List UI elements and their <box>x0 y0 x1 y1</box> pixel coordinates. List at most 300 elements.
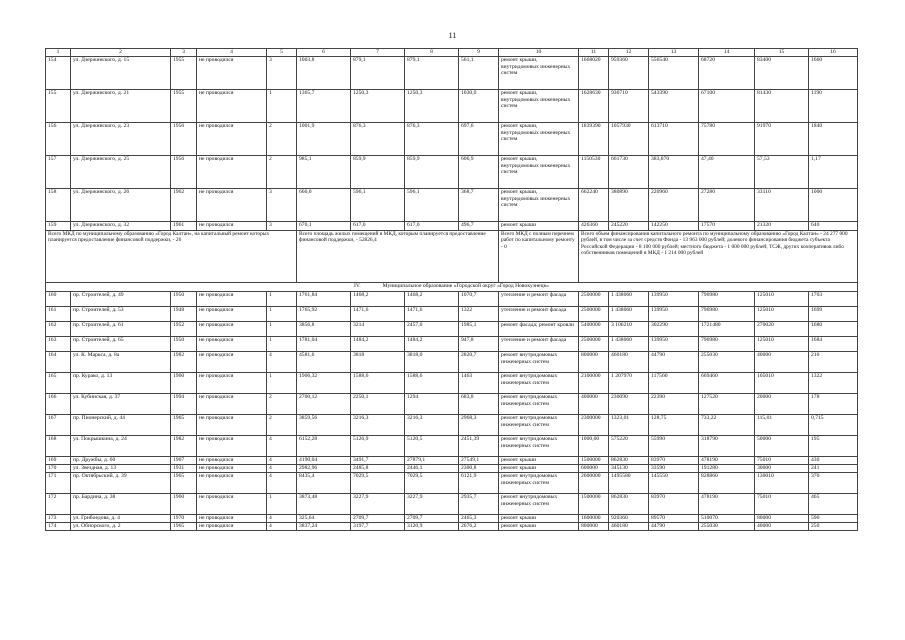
table-cell: 3216,3 <box>405 415 459 436</box>
table-row <box>46 57 858 90</box>
column-number-cell: 14 <box>699 49 755 57</box>
table-cell: 83970 <box>649 494 699 515</box>
table-cell: 5126,9 <box>351 436 405 457</box>
table-cell: 3818 <box>351 352 405 373</box>
table-cell: ремонт внутридомовых инженерных систем <box>499 473 579 494</box>
table-cell: 733,22 <box>699 415 755 436</box>
table-cell: 2 <box>267 156 297 189</box>
table-cell: 862830 <box>609 457 649 465</box>
table-cell: 2300,8 <box>459 465 499 473</box>
table-cell: не проводился <box>197 352 267 373</box>
table-cell: 6121,9 <box>459 473 499 494</box>
table-cell: 44790 <box>649 523 699 531</box>
column-number-cell: 2 <box>71 49 171 57</box>
table-cell: пр. Пионерский, д. 44 <box>71 415 171 436</box>
table-cell: 959360 <box>609 57 649 90</box>
table-cell: 30000 <box>755 465 809 473</box>
table-row <box>46 523 858 531</box>
column-number-cell: 8 <box>405 49 459 57</box>
table-cell: 2709,7 <box>351 515 405 523</box>
table-cell: 2250,1 <box>351 394 405 415</box>
table-cell: 105010 <box>755 373 809 394</box>
table-cell: 160 <box>46 292 71 307</box>
table-cell: 2100000 <box>579 373 609 394</box>
table-cell: 1960 <box>171 494 197 515</box>
table-cell: 400000 <box>579 394 609 415</box>
table-cell: 2500000 <box>579 307 609 322</box>
table-cell: пр. Строителей, д. 53 <box>71 307 171 322</box>
table-cell: 171 <box>46 473 71 494</box>
table-cell: ремонт внутридомовых инженерных систем <box>499 352 579 373</box>
table-cell: 178 <box>809 394 858 415</box>
table-cell: ремонт крыши, внутридомовых инженерных систем <box>499 90 579 123</box>
section-numeral: IV. <box>354 283 361 289</box>
table-cell: 1 438060 <box>609 307 649 322</box>
table-cell: 155 <box>46 90 71 123</box>
column-number-cell: 13 <box>649 49 699 57</box>
table-cell: 2451,39 <box>459 436 499 457</box>
table-cell: 7029,5 <box>405 473 459 494</box>
table-cell: 1628630 <box>579 90 609 123</box>
table-cell: 430 <box>809 457 858 465</box>
table-cell: 1 <box>267 307 297 322</box>
table-cell: 543390 <box>649 90 699 123</box>
table-cell: 1 <box>267 373 297 394</box>
table-cell: 1970 <box>171 515 197 523</box>
table-row <box>46 394 858 415</box>
table-cell: 617,0 <box>351 222 405 231</box>
table-cell: 859,9 <box>351 156 405 189</box>
table-cell: 33590 <box>649 465 699 473</box>
table-cell: 1994 <box>171 394 197 415</box>
table-cell: 879,1 <box>405 57 459 90</box>
table-cell: 3197,7 <box>351 523 405 531</box>
table-cell: утепление и ремонт фасада <box>499 292 579 307</box>
table-cell: 947,8 <box>459 337 499 352</box>
table-cell: 128,75 <box>649 415 699 436</box>
column-number-cell: 4 <box>197 49 267 57</box>
table-cell: 1680 <box>809 322 858 337</box>
table-cell: 1961 <box>171 222 197 231</box>
table-cell: ул. К. Маркса, д. 8а <box>71 352 171 373</box>
table-cell: ремонт внутридомовых инженерных систем <box>499 494 579 515</box>
table-cell: 318790 <box>699 436 755 457</box>
table-cell: 1484,2 <box>405 337 459 352</box>
table-cell: 1781,04 <box>297 337 351 352</box>
table-cell: 3227,9 <box>405 494 459 515</box>
table-cell: 3216,3 <box>351 415 405 436</box>
table-cell: 1703 <box>809 292 858 307</box>
table-cell: 1500000 <box>579 457 609 465</box>
table-cell: 1956 <box>171 123 197 156</box>
table-cell: 2 <box>267 415 297 436</box>
table-cell: 1 207970 <box>609 373 649 394</box>
table-cell: 1471,6 <box>351 307 405 322</box>
table-cell: 27280 <box>699 189 755 222</box>
column-number-cell: 12 <box>609 49 649 57</box>
table-cell: 1 <box>267 292 297 307</box>
summary-full-list-cell: Всего МКД с полным перечнем работ по капитальному ремонту - 0 <box>499 231 579 283</box>
table-cell: ул. Звездная, д. 13 <box>71 465 171 473</box>
table-cell: 1294 <box>405 394 459 415</box>
table-cell: 3227,9 <box>351 494 405 515</box>
table-row <box>46 90 858 123</box>
table-cell: 697,6 <box>459 123 499 156</box>
table-cell: 828860 <box>699 473 755 494</box>
table-cell: 2709,7 <box>405 515 459 523</box>
table-cell: 1948 <box>171 307 197 322</box>
table-cell: 230090 <box>609 394 649 415</box>
table-cell: 1495580 <box>609 473 649 494</box>
table-cell: 4 <box>267 473 297 494</box>
table-cell: 40000 <box>755 523 809 531</box>
table-cell: 383,870 <box>649 156 699 189</box>
table-row <box>46 473 858 494</box>
table-cell: 3859,56 <box>297 415 351 436</box>
table-cell: 1150530 <box>579 156 609 189</box>
table-cell: ремонт крыши, внутридомовых инженерных систем <box>499 156 579 189</box>
table-cell: 800000 <box>579 523 609 531</box>
table-cell: 796980 <box>699 337 755 352</box>
table-cell: 91970 <box>755 123 809 156</box>
table-cell: 33110 <box>755 189 809 222</box>
table-cell: ремонт внутридомовых инженерных систем <box>499 373 579 394</box>
table-cell: 575220 <box>609 436 649 457</box>
summary-row <box>46 231 858 283</box>
table-cell: не проводился <box>197 322 267 337</box>
column-number-cell: 5 <box>267 49 297 57</box>
column-number-cell: 1 <box>46 49 71 57</box>
table-cell: 75780 <box>699 123 755 156</box>
table-cell: 142250 <box>649 222 699 231</box>
table-cell: 3 106210 <box>609 322 649 337</box>
table-cell: 1982 <box>171 352 197 373</box>
table-cell: 1003,8 <box>297 57 351 90</box>
table-cell: ремонт крыши, внутридомовых инженерных систем <box>499 57 579 90</box>
table-cell: утепление и ремонт фасада <box>499 337 579 352</box>
table-cell: 81430 <box>755 90 809 123</box>
table-cell: 21320 <box>755 222 809 231</box>
column-number-cell: 6 <box>297 49 351 57</box>
table-cell: пр. Строителей, д. 49 <box>71 292 171 307</box>
table-cell: 862830 <box>609 494 649 515</box>
table-cell: не проводился <box>197 473 267 494</box>
table-cell: 1721480 <box>699 322 755 337</box>
table-cell: 2982,96 <box>297 465 351 473</box>
table-row <box>46 292 858 307</box>
column-number-row <box>46 49 858 57</box>
table-cell: 465 <box>809 494 858 515</box>
table-cell: 210 <box>809 352 858 373</box>
table-body <box>46 49 858 531</box>
table-cell: 617,0 <box>405 222 459 231</box>
table-cell: 3120,9 <box>405 523 459 531</box>
table-cell: 125010 <box>755 337 809 352</box>
table-cell: 1322 <box>459 307 499 322</box>
table-cell: 1668020 <box>579 57 609 90</box>
table-cell: 57,53 <box>755 156 809 189</box>
table-cell: 47,40 <box>699 156 755 189</box>
table-cell: 3837,24 <box>297 523 351 531</box>
table-cell: 170 <box>46 465 71 473</box>
table-cell: 920360 <box>609 515 649 523</box>
table-cell: 1000,00 <box>579 436 609 457</box>
table-cell: 1468,2 <box>351 292 405 307</box>
table-cell: 174 <box>46 523 71 531</box>
table-cell: ул. Кубинская, д. 37 <box>71 394 171 415</box>
table-cell: 683,8 <box>459 394 499 415</box>
table-cell: ул. Грибоедова, д. 4 <box>71 515 171 523</box>
table-cell: 606,9 <box>459 156 499 189</box>
table-cell: ул. Дзержинского, д. 23 <box>71 123 171 156</box>
table-cell: ремонт крыши <box>499 523 579 531</box>
table-cell: ремонт крыши, внутридомовых инженерных систем <box>499 189 579 222</box>
table-cell: 1030,0 <box>459 90 499 123</box>
table-row <box>46 415 858 436</box>
table-cell: 164 <box>46 352 71 373</box>
table-cell: пр. Строителей, д. 65 <box>71 337 171 352</box>
table-cell: 4 <box>267 515 297 523</box>
table-cell: не проводился <box>197 394 267 415</box>
table-cell: 1 <box>267 322 297 337</box>
table-cell: 17570 <box>699 222 755 231</box>
table-cell: не проводился <box>197 292 267 307</box>
table-cell: ул. Обнорского, д. 2 <box>71 523 171 531</box>
page-number: 11 <box>448 31 457 40</box>
table-cell: 1600000 <box>579 515 609 523</box>
table-cell: 255030 <box>699 523 755 531</box>
table-cell: 426360 <box>579 222 609 231</box>
table-cell: 220960 <box>649 189 699 222</box>
table-cell: 1839390 <box>579 123 609 156</box>
table-cell: 1323,01 <box>609 415 649 436</box>
table-cell: ул. Дзержинского, д. 15 <box>71 57 171 90</box>
table-cell: 255030 <box>699 352 755 373</box>
table-cell: не проводился <box>197 515 267 523</box>
table-cell: 496,7 <box>459 222 499 231</box>
table-cell: не проводился <box>197 373 267 394</box>
table-row <box>46 465 858 473</box>
table-cell: 596,1 <box>351 189 405 222</box>
column-number-cell: 7 <box>351 49 405 57</box>
table-cell: 195 <box>809 436 858 457</box>
table-cell: 2465,3 <box>459 515 499 523</box>
column-number-cell: 15 <box>755 49 809 57</box>
table-cell: 165 <box>46 373 71 394</box>
table-cell: 1956 <box>171 156 197 189</box>
table-cell: 1684 <box>809 337 858 352</box>
table-cell: 139950 <box>649 292 699 307</box>
table-row <box>46 352 858 373</box>
table-cell: 125010 <box>755 307 809 322</box>
table-cell: 83970 <box>649 457 699 465</box>
table-cell: 245220 <box>609 222 649 231</box>
table-cell: 460180 <box>609 523 649 531</box>
table-cell: 1965 <box>171 415 197 436</box>
table-cell: 2820,7 <box>459 352 499 373</box>
table-cell: 1699 <box>809 307 858 322</box>
column-number-cell: 9 <box>459 49 499 57</box>
table-cell: 859,9 <box>405 156 459 189</box>
table-cell: ремонт фасада; ремонт кровли <box>499 322 579 337</box>
table-cell: 800000 <box>579 352 609 373</box>
table-cell: 80000 <box>755 515 809 523</box>
table-cell: 876,3 <box>405 123 459 156</box>
table-cell: ремонт крыши, внутридомовых инженерных систем <box>499 123 579 156</box>
table-cell: 4 <box>267 465 297 473</box>
table-cell: не проводился <box>197 222 267 231</box>
table-cell: 166 <box>46 394 71 415</box>
table-row <box>46 322 858 337</box>
table-cell: 460180 <box>609 352 649 373</box>
table-cell: пр. Дружбы, д. 60 <box>71 457 171 465</box>
table-cell: 985,1 <box>297 156 351 189</box>
table-cell: 6152,28 <box>297 436 351 457</box>
table-cell: 1471,6 <box>405 307 459 322</box>
column-number-cell: 11 <box>579 49 609 57</box>
table-cell: пр. Бардина, д. 38 <box>71 494 171 515</box>
table-cell: 89570 <box>649 515 699 523</box>
table-cell: 879,1 <box>351 57 405 90</box>
table-cell: 1906,32 <box>297 373 351 394</box>
table-row <box>46 494 858 515</box>
table-cell: 168 <box>46 436 71 457</box>
table-cell: 27549,1 <box>459 457 499 465</box>
table-cell: 1468,2 <box>405 292 459 307</box>
table-cell: ул. Дзержинского, д. 32 <box>71 222 171 231</box>
table-cell: не проводился <box>197 307 267 322</box>
table-cell: 3856,8 <box>297 322 351 337</box>
table-cell: 876,3 <box>351 123 405 156</box>
table-cell: 1000 <box>809 189 858 222</box>
table-cell: 163 <box>46 337 71 352</box>
table-cell: пр. Курако, д. 13 <box>71 373 171 394</box>
table-cell: 3491,7 <box>351 457 405 465</box>
table-cell: 5120,5 <box>405 436 459 457</box>
table-cell: не проводился <box>197 436 267 457</box>
table-cell: 2935,7 <box>459 494 499 515</box>
table-cell: ул. Дзержинского, д. 21 <box>71 90 171 123</box>
table-cell: ремонт внутридомовых инженерных систем <box>499 415 579 436</box>
table-cell: 145550 <box>649 473 699 494</box>
table-cell: 173 <box>46 515 71 523</box>
table-row <box>46 337 858 352</box>
table-cell: 1001,9 <box>297 123 351 156</box>
table-cell: 1965 <box>171 473 197 494</box>
table-cell: 1840 <box>809 123 858 156</box>
table-cell: 368,7 <box>459 189 499 222</box>
table-cell: 370 <box>809 473 858 494</box>
table-cell: ул. Покрышкина, д. 24 <box>71 436 171 457</box>
table-cell: 1 438060 <box>609 337 649 352</box>
table-cell: 660,0 <box>297 189 351 222</box>
table-cell: 1761,84 <box>297 292 351 307</box>
table-row <box>46 457 858 465</box>
table-cell: 4 <box>267 457 297 465</box>
table-cell: 596,1 <box>405 189 459 222</box>
table-cell: 1365,7 <box>297 90 351 123</box>
table-cell: 1 <box>267 494 297 515</box>
table-cell: 161 <box>46 307 71 322</box>
table-cell: 936710 <box>609 90 649 123</box>
table-cell: 600000 <box>579 465 609 473</box>
table-cell: 4 <box>267 523 297 531</box>
table-cell: 796980 <box>699 292 755 307</box>
table-cell: 1500000 <box>579 494 609 515</box>
table-cell: 115,01 <box>755 415 809 436</box>
table-cell: 2500000 <box>579 292 609 307</box>
table-cell: 556540 <box>649 57 699 90</box>
table-cell: 380890 <box>609 189 649 222</box>
table-cell: 1952 <box>171 322 197 337</box>
table-cell: 1 <box>267 90 297 123</box>
table-cell: не проводился <box>197 457 267 465</box>
table-cell: 22390 <box>649 394 699 415</box>
table-cell: не проводился <box>197 494 267 515</box>
table-cell: 5400000 <box>579 322 609 337</box>
table-cell: 1955 <box>171 90 197 123</box>
table-cell: 613710 <box>649 123 699 156</box>
table-cell: 159 <box>46 222 71 231</box>
table-cell: не проводился <box>197 90 267 123</box>
table-cell: 4190,04 <box>297 457 351 465</box>
table-cell: не проводился <box>197 523 267 531</box>
table-cell: 2676,2 <box>459 523 499 531</box>
table-cell: 3873,48 <box>297 494 351 515</box>
table-cell: 139950 <box>649 307 699 322</box>
table-cell: 1985,1 <box>459 322 499 337</box>
section-heading <box>46 283 858 292</box>
table-cell: 191280 <box>699 465 755 473</box>
table-cell: 2485,8 <box>351 465 405 473</box>
table-cell: 669460 <box>699 373 755 394</box>
table-row <box>46 307 858 322</box>
table-row <box>46 515 858 523</box>
table-cell: 75010 <box>755 494 809 515</box>
table-cell: 3 <box>267 222 297 231</box>
table-cell: ул. Дзержинского, д. 25 <box>71 156 171 189</box>
table-cell: 1484,2 <box>351 337 405 352</box>
table-cell: 1463 <box>459 373 499 394</box>
table-cell: 1 438060 <box>609 292 649 307</box>
table-cell: ремонт внутридомовых инженерных систем <box>499 436 579 457</box>
table-cell: 561,1 <box>459 57 499 90</box>
table-cell: 1250,3 <box>351 90 405 123</box>
table-cell: 1588,6 <box>405 373 459 394</box>
table-cell: пр. Октябрьский, д. 39 <box>71 473 171 494</box>
table-cell: 2 <box>267 123 297 156</box>
table-cell: 796980 <box>699 307 755 322</box>
table-cell: 1070,7 <box>459 292 499 307</box>
table-cell: 117560 <box>649 373 699 394</box>
table-cell: 1190 <box>809 90 858 123</box>
table-cell: 75010 <box>755 457 809 465</box>
table-cell: 2446,1 <box>405 465 459 473</box>
table-row <box>46 222 858 231</box>
column-number-cell: 10 <box>499 49 579 57</box>
table-cell: не проводился <box>197 415 267 436</box>
table-row <box>46 156 858 189</box>
table-cell: 68720 <box>699 57 755 90</box>
table-cell: 670,1 <box>297 222 351 231</box>
table-cell: 1965 <box>171 523 197 531</box>
table-cell: 40000 <box>755 352 809 373</box>
table-cell: 3 <box>267 57 297 90</box>
table-cell: пр. Строителей, д. 61 <box>71 322 171 337</box>
table-cell: 154 <box>46 57 71 90</box>
table-cell: 67100 <box>699 90 755 123</box>
capital-repair-table <box>45 48 858 531</box>
